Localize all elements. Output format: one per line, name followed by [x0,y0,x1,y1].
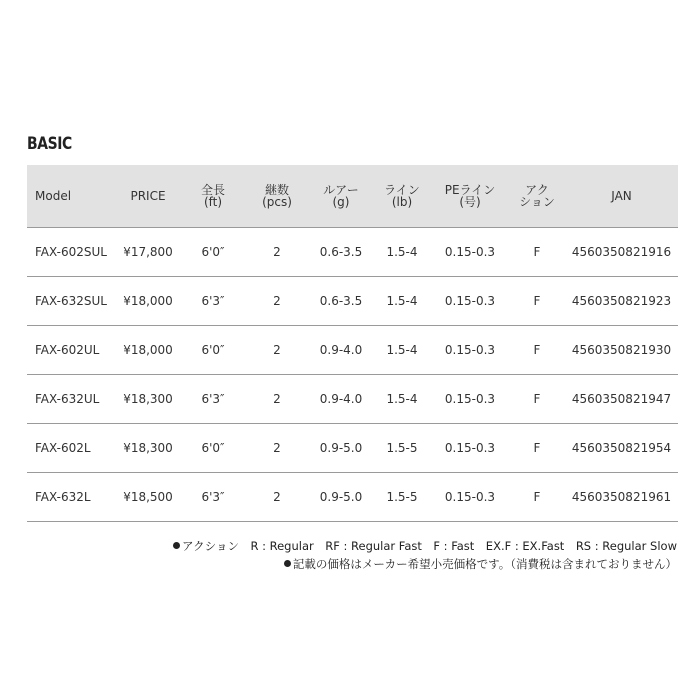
header-model: Model [35,188,72,203]
cell-model: FAX-632UL [35,391,100,406]
cell-pe-line: 0.15-0.3 [444,342,496,357]
cell-price: ¥18,300 [123,391,173,406]
price-note [284,556,677,572]
cell-jan: 4560350821916 [571,244,672,259]
cell-line: 1.5-4 [386,342,418,357]
header-line: ライン (lb) [384,182,420,209]
cell-price: ¥17,800 [123,244,173,259]
cell-model: FAX-602SUL [35,244,107,259]
cell-pe-line: 0.15-0.3 [444,293,496,308]
table-row [27,374,678,423]
cell-pieces: 2 [273,489,281,504]
header-length: 全長 (ft) [200,182,225,209]
table-row [27,276,678,325]
cell-price: ¥18,000 [123,342,173,357]
header-price: PRICE [130,188,166,203]
cell-action: F [533,489,541,504]
section-title: BASIC [27,134,72,154]
cell-lure: 0.9-5.0 [319,440,363,455]
spec-table [27,165,678,522]
action-legend-note [173,538,677,554]
cell-lure: 0.6-3.5 [319,244,363,259]
table-row [27,423,678,472]
cell-lure: 0.6-3.5 [319,293,363,308]
cell-lure: 0.9-5.0 [319,489,363,504]
header-jan: JAN [611,188,632,203]
cell-lure: 0.9-4.0 [319,391,363,406]
action-legend-text: アクション R : Regular RF : Regular Fast F : Fast EX.F : EX.Fast RS : Regular Slow [182,539,677,553]
table-row [27,325,678,374]
cell-jan: 4560350821947 [571,391,672,406]
cell-pe-line: 0.15-0.3 [444,489,496,504]
header-pieces: 継数 (pcs) [262,182,292,209]
cell-pieces: 2 [273,342,281,357]
cell-line: 1.5-4 [386,293,418,308]
bullet-icon [284,560,291,567]
table-row [27,472,678,521]
header-pe-line: PEライン (号) [444,182,496,209]
cell-length: 6'3″ [201,293,225,308]
cell-price: ¥18,300 [123,440,173,455]
cell-action: F [533,293,541,308]
cell-model: FAX-602L [35,440,91,455]
cell-jan: 4560350821923 [571,293,672,308]
table-header-row [27,165,678,227]
cell-line: 1.5-4 [386,244,418,259]
cell-length: 6'3″ [201,391,225,406]
cell-length: 6'3″ [201,489,225,504]
cell-price: ¥18,000 [123,293,173,308]
table-row [27,227,678,276]
price-note-text: 記載の価格はメーカー希望小売価格です。（消費税は含まれておりません） [292,557,677,571]
cell-pe-line: 0.15-0.3 [444,391,496,406]
cell-pieces: 2 [273,440,281,455]
cell-length: 6'0″ [201,440,225,455]
cell-action: F [533,244,541,259]
cell-pieces: 2 [273,391,281,406]
cell-price: ¥18,500 [123,489,173,504]
cell-model: FAX-632SUL [35,293,107,308]
cell-pe-line: 0.15-0.3 [444,244,496,259]
cell-action: F [533,342,541,357]
bullet-icon [173,542,180,549]
cell-line: 1.5-5 [386,489,418,504]
cell-line: 1.5-5 [386,440,418,455]
cell-pieces: 2 [273,244,281,259]
cell-jan: 4560350821961 [571,489,672,504]
cell-pe-line: 0.15-0.3 [444,440,496,455]
header-lure: ルアー (g) [323,182,359,209]
cell-pieces: 2 [273,293,281,308]
cell-action: F [533,391,541,406]
header-action: アク ション [519,182,555,209]
cell-jan: 4560350821954 [571,440,672,455]
cell-length: 6'0″ [201,342,225,357]
cell-jan: 4560350821930 [571,342,672,357]
cell-lure: 0.9-4.0 [319,342,363,357]
cell-line: 1.5-4 [386,391,418,406]
cell-action: F [533,440,541,455]
cell-length: 6'0″ [201,244,225,259]
cell-model: FAX-632L [35,489,91,504]
cell-model: FAX-602UL [35,342,100,357]
